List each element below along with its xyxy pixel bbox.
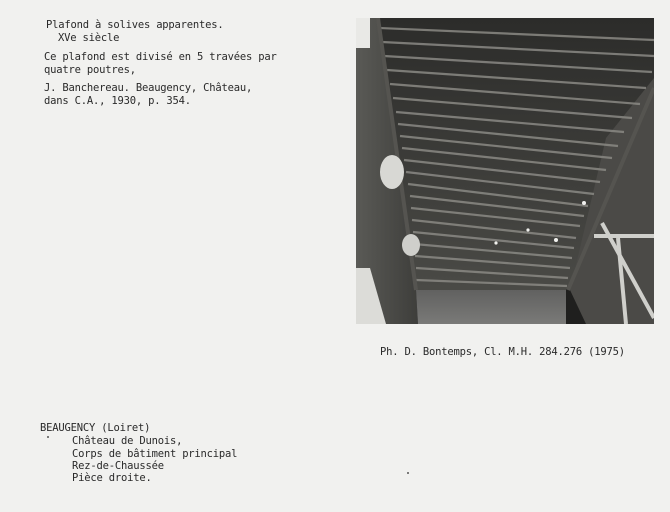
location-room: Pièce droite. — [72, 472, 152, 484]
ceiling-photo-image — [356, 18, 654, 324]
location-building: Château de Dunois, — [72, 435, 183, 447]
reference-line-1: J. Banchereau. Beaugency, Château, — [44, 82, 253, 94]
bullet-mark — [47, 436, 49, 438]
reference-line-2: dans C.A., 1930, p. 354. — [44, 95, 191, 107]
ceiling-photograph — [356, 18, 654, 324]
location-town: BEAUGENCY (Loiret) — [40, 422, 151, 434]
description-line-2: quatre poutres, — [44, 64, 136, 76]
description-line-1: Ce plafond est divisé en 5 travées par — [44, 51, 277, 63]
location-floor: Rez-de-Chaussée — [72, 460, 164, 472]
speck-mark — [407, 472, 409, 474]
card-title: Plafond à solives apparentes. — [46, 19, 224, 31]
century-label: XVe siècle — [58, 32, 120, 44]
photo-credit: Ph. D. Bontemps, Cl. M.H. 284.276 (1975) — [380, 346, 625, 358]
location-building-part: Corps de bâtiment principal — [72, 448, 238, 460]
